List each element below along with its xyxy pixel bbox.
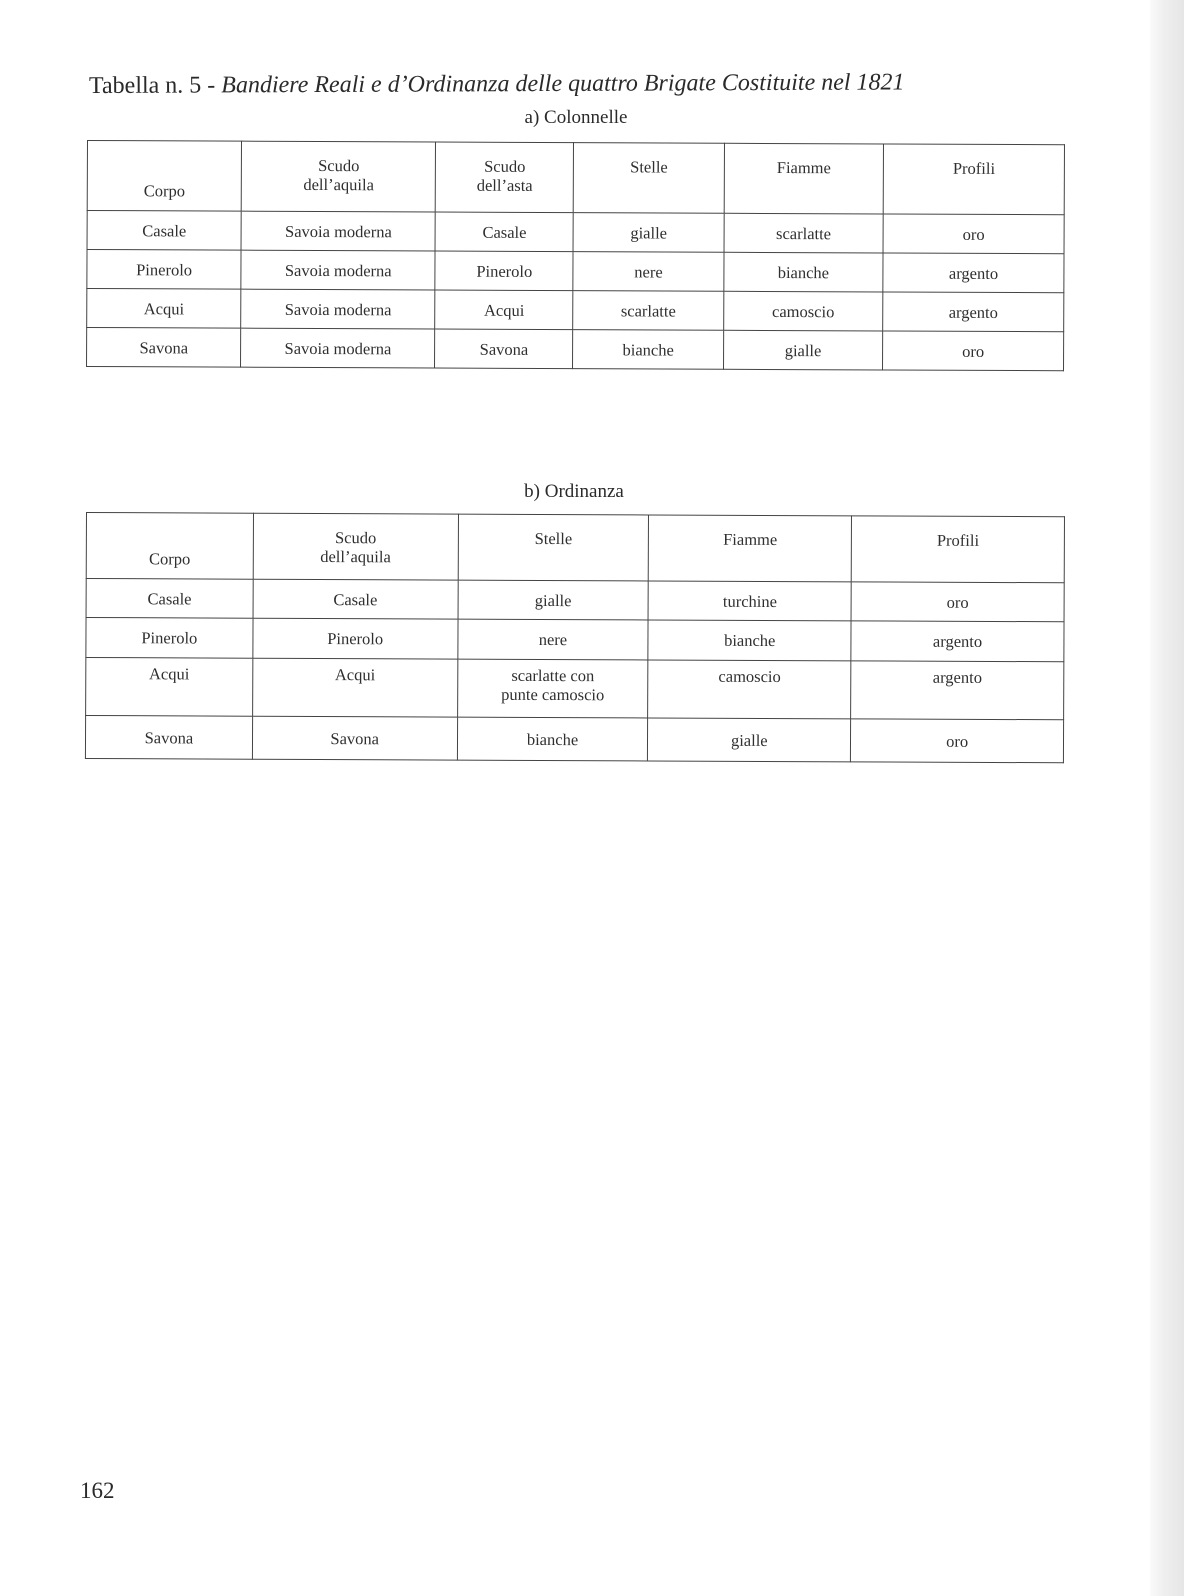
- header-stelle: [574, 143, 725, 214]
- header-fiamme-label: Fiamme: [776, 158, 831, 178]
- section-b-subtitle: b) Ordinanza: [524, 481, 624, 502]
- cell-profili: oro: [883, 214, 1064, 254]
- table-header-row: [87, 141, 1064, 215]
- cell-corpo: Casale: [87, 211, 242, 251]
- table-row: [86, 658, 1064, 720]
- header-scudo-aquila: [242, 141, 436, 212]
- ordinanza-table: [85, 512, 1065, 763]
- cell-fiamme: gialle: [648, 718, 851, 762]
- cell-stelle: nere: [573, 252, 723, 292]
- cell-stelle: scarlatte: [573, 291, 723, 331]
- cell-fiamme: bianche: [648, 620, 851, 661]
- cell-scudo-aquila: Acqui: [252, 658, 457, 717]
- title-italic: Bandiere Reali e d’Ordinanza delle quattro Brigate Costituite nel 1821: [221, 69, 905, 99]
- header-corpo: Corpo: [86, 513, 253, 580]
- header-corpo: Corpo: [87, 141, 242, 212]
- header-fiamme-label: Fiamme: [723, 529, 778, 550]
- table-row: [86, 579, 1064, 622]
- section-a-subtitle: a) Colonnelle: [524, 107, 628, 128]
- header-profili: [851, 516, 1064, 583]
- table-row: [87, 328, 1064, 371]
- cell-stelle: bianche: [457, 717, 648, 761]
- cell-profili: argento: [883, 253, 1064, 293]
- cell-corpo: Acqui: [87, 289, 242, 329]
- header-profili-label: Profili: [952, 158, 996, 178]
- cell-scudo-aquila: Savona: [252, 716, 457, 760]
- cell-corpo: Savona: [85, 716, 252, 760]
- cell-scudo-aquila: Savoia moderna: [241, 250, 435, 290]
- header-scudo-aquila-label: Scudo dell’aquila: [320, 528, 391, 567]
- cell-corpo: Casale: [86, 579, 253, 619]
- cell-corpo: Acqui: [86, 658, 253, 717]
- cell-scudo-asta: Pinerolo: [435, 251, 573, 291]
- cell-scudo-asta: Acqui: [435, 290, 573, 330]
- cell-profili: argento: [851, 661, 1064, 720]
- cell-corpo: Pinerolo: [87, 250, 242, 290]
- cell-scudo-asta: Casale: [435, 212, 573, 252]
- table-row: [87, 211, 1064, 254]
- cell-scudo-asta: Savona: [435, 329, 573, 369]
- cell-corpo: Pinerolo: [86, 618, 253, 659]
- cell-fiamme: gialle: [723, 330, 883, 370]
- cell-stelle: bianche: [573, 330, 723, 370]
- header-stelle: [458, 514, 649, 581]
- cell-scudo-aquila: Pinerolo: [253, 618, 458, 659]
- cell-stelle: scarlatte con punte camoscio: [457, 659, 648, 718]
- cell-fiamme: turchine: [648, 581, 851, 621]
- table-row: [86, 618, 1064, 662]
- cell-profili: argento: [883, 292, 1064, 332]
- table-header-row: [86, 513, 1064, 583]
- cell-profili: oro: [851, 719, 1064, 763]
- header-fiamme: [724, 143, 884, 214]
- cell-scudo-aquila: Casale: [253, 579, 458, 619]
- cell-profili: oro: [883, 331, 1064, 371]
- cell-fiamme: camoscio: [723, 291, 883, 331]
- cell-fiamme: bianche: [724, 252, 884, 292]
- cell-stelle: gialle: [573, 213, 723, 253]
- cell-stelle: nere: [457, 619, 648, 660]
- cell-scudo-aquila: Savoia moderna: [241, 289, 435, 329]
- header-profili: [883, 144, 1064, 215]
- header-fiamme: [649, 515, 852, 582]
- cell-corpo: Savona: [87, 328, 242, 368]
- header-scudo-asta: [436, 142, 574, 213]
- table-row: [87, 250, 1064, 293]
- header-scudo-aquila-label: Scudo dell’aquila: [303, 156, 374, 195]
- cell-stelle: gialle: [458, 580, 649, 620]
- table-row: [87, 289, 1064, 332]
- colonnelle-table: [86, 140, 1065, 371]
- cell-profili: argento: [851, 621, 1064, 662]
- header-profili-label: Profili: [936, 530, 980, 550]
- cell-fiamme: scarlatte: [724, 213, 884, 253]
- title-prefix: Tabella n. 5 -: [88, 72, 222, 99]
- header-scudo-aquila: [253, 513, 458, 580]
- header-stelle-label: Stelle: [630, 157, 668, 177]
- page-number: 162: [80, 1478, 115, 1503]
- header-scudo-asta-label: Scudo dell’asta: [476, 156, 533, 195]
- table-title: [89, 69, 905, 100]
- page-edge-shadow: [1150, 0, 1184, 1596]
- cell-fiamme: camoscio: [648, 660, 851, 719]
- cell-scudo-aquila: Savoia moderna: [241, 328, 435, 368]
- cell-profili: oro: [851, 582, 1064, 622]
- table-row: [85, 716, 1063, 763]
- cell-scudo-aquila: Savoia moderna: [241, 211, 435, 251]
- header-stelle-label: Stelle: [534, 528, 573, 549]
